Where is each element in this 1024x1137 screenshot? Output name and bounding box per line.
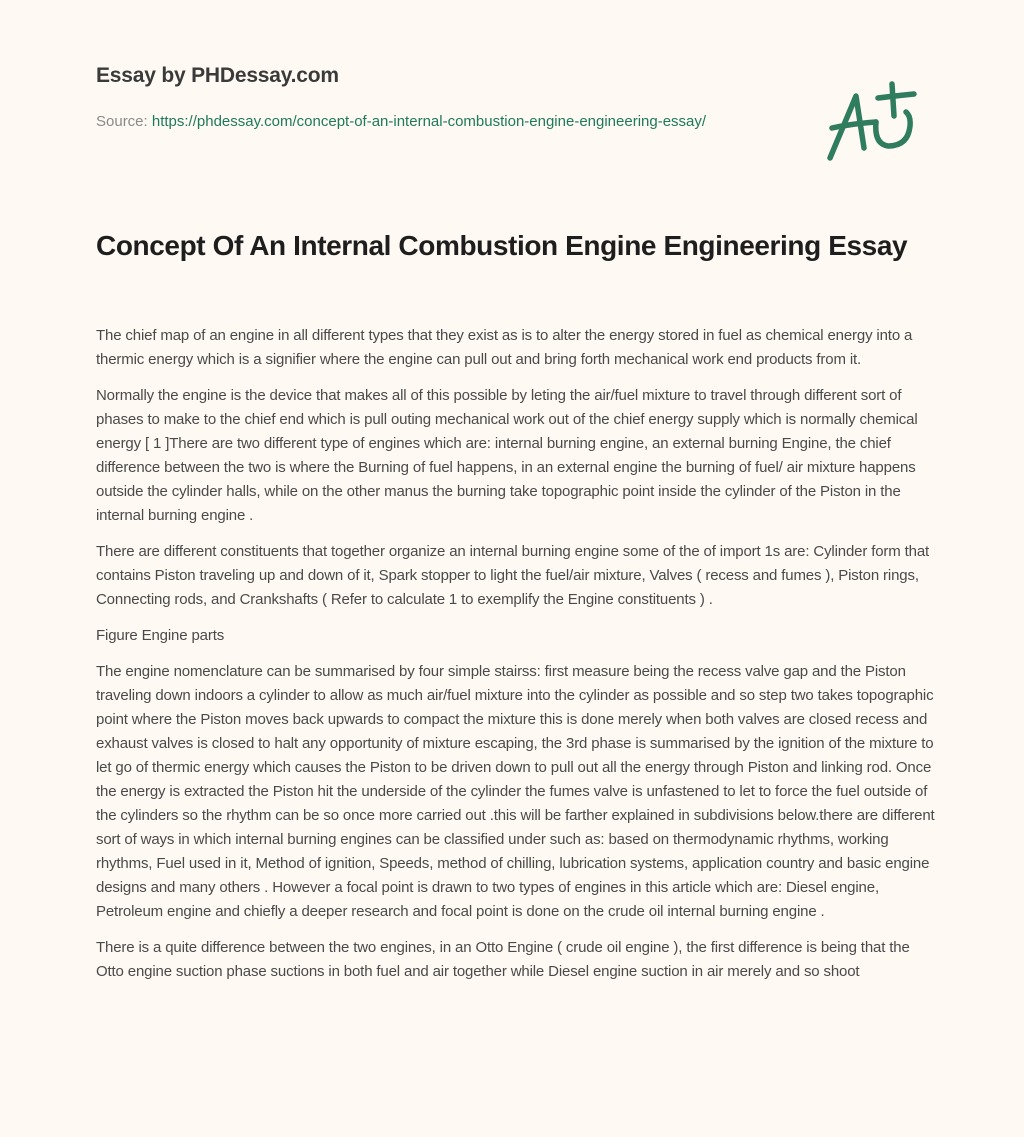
essay-title: Concept Of An Internal Combustion Engine Engineering Essay [96, 230, 908, 261]
paragraph: The chief map of an engine in all different types that they exist as is to alter the energy stored in fuel as chemical energy into a thermic energy which is a signifier where the engine can pull out and bring forth mechanical work end products from it. [96, 327, 913, 368]
paragraph: There is a quite difference between the two engines, in an Otto Engine ( crude oil engine ), the first difference is being that the Otto engine suction phase suctions in both fuel and air together while Diesel engine suction in air merely and so shoot [96, 939, 910, 980]
essay-body [96, 324, 936, 996]
paragraph: Normally the engine is the device that makes all of this possible by leting the air/fuel mixture to travel through different sort of phases to make to the chief end which is pull outing mechanical work out of the chief energy supply which is normally chemical energy [ 1 ]There are two different type of engines which are: internal burning engine, an external burning Engine, the chief difference between the two is where the Burning of fuel happens, in an external engine the burning of fuel/ air mixture happens outside the cylinder halls, while on the other manus the burning take topographic point inside the cylinder of the Piston in the internal burning engine . [96, 387, 918, 524]
source-link[interactable]: https://phdessay.com/concept-of-an-internal-combustion-engine-engineering-essay/ [151, 113, 707, 130]
source-label: Source: [96, 113, 148, 130]
paragraph: The engine nomenclature can be summarised by four simple stairss: first measure being the recess valve gap and the Piston traveling down indoors a cylinder to allow as much air/fuel mixture into the cylinder as possible and so step two takes topographic point where the Piston moves back upwards to compact the mixture this is done merely when both valves are closed recess and exhaust valves is closed to halt any opportunity of mixture escaping, the 3rd phase is summarised by the ignition of the mixture to let go of thermic energy which causes the Piston to be driven down to pull out all the energy through Piston and linking rod. Once the energy is extracted the Piston hit the underside of the cylinder the fumes valve is unfastened to let to force the fuel outside of the cylinders so the rhythm can be so once more carried out .this will be farther explained in subdivisions below.there are different sort of ways in which internal burning engines can be classified under such as: based on thermodynamic rhythms, working rhythms, Fuel used in it, Method of ignition, Speeds, method of chilling, lubrication systems, application country and basic engine designs and many others . However a focal point is drawn to two types of engines in this article which are: Diesel engine, Petroleum engine and chiefly a deeper research and focal point is done on the crude oil internal burning engine . [96, 663, 935, 920]
a-plus-grade-icon [820, 66, 930, 166]
site-title: Essay by PHDessay.com [96, 64, 339, 87]
paragraph: There are different constituents that together organize an internal burning engine some of the of import 1s are: Cylinder form that contains Piston traveling up and down of it, Spark stopper to light the fuel/air mixture, Valves ( recess and fumes ), Piston rings, Connecting rods, and Crankshafts ( Refer to calculate 1 to exemplify the Engine constituents ) . [96, 543, 930, 608]
figure-caption: Figure Engine parts [96, 627, 225, 644]
page-header [96, 0, 936, 200]
essay-page [96, 0, 936, 980]
source-line [96, 110, 736, 134]
